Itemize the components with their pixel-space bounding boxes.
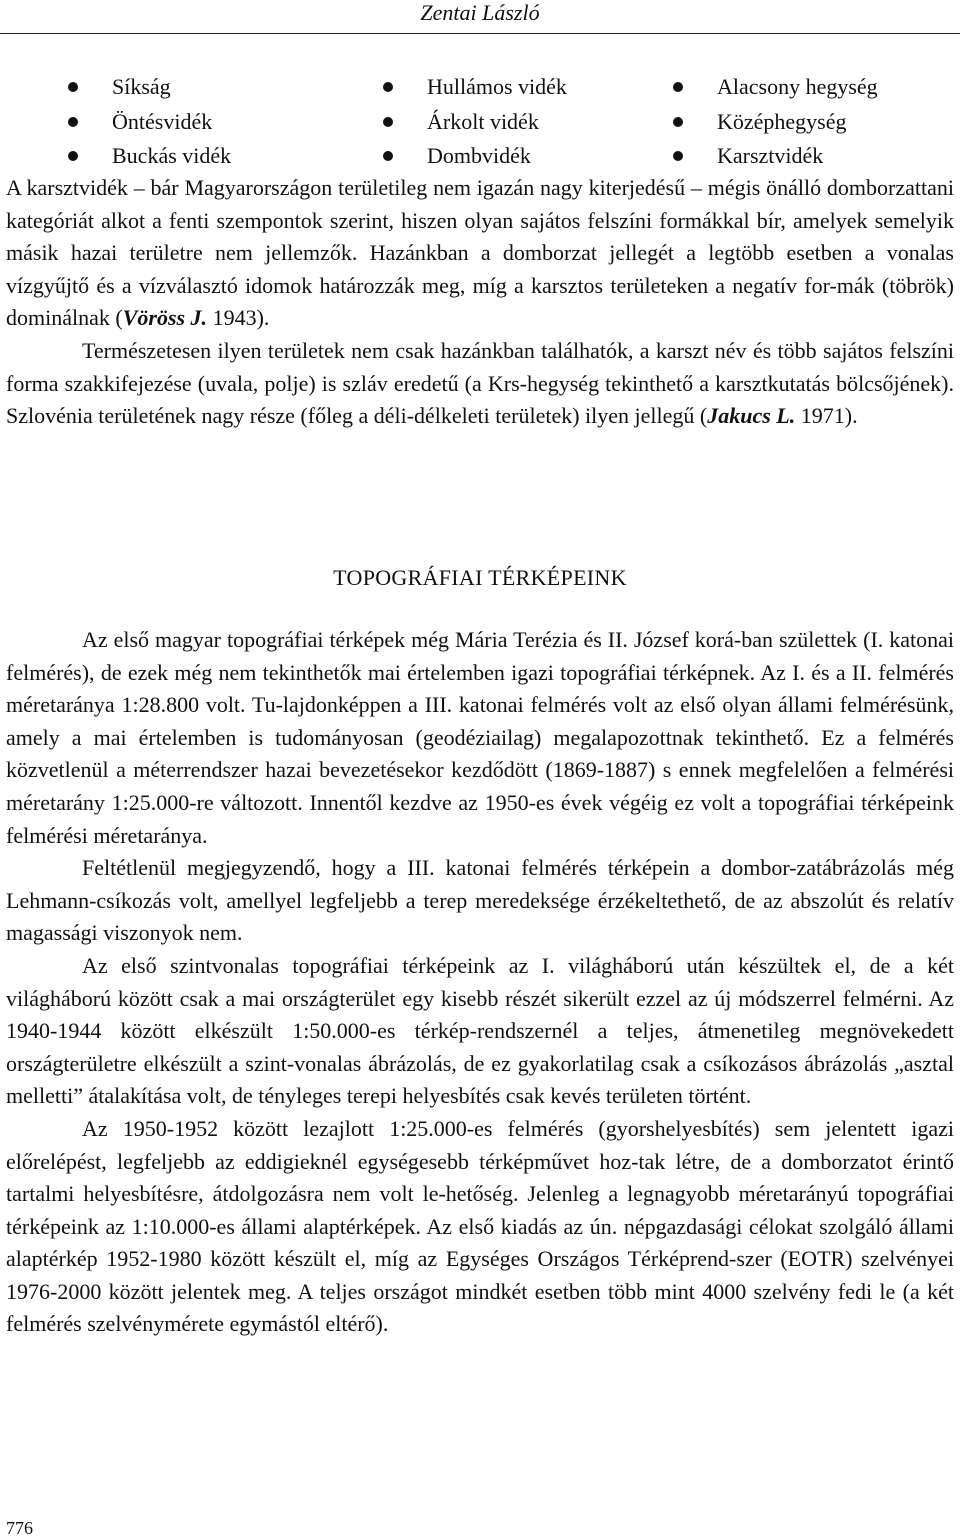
list-item [68, 105, 383, 140]
paragraph-text: Természetesen ilyen területek nem csak hazánkban találhatók, a karszt név és több sajátos felszíni forma szakkifejezése (uvala, polje) is szláv eredetű (a Krs-hegység tekinthető a karsztkutatás bölcsőjének). Szlovénia területének nagy része (főleg a déli-délkeleti területek) ilyen jellegű ( [6, 337, 954, 429]
paragraph: Az első magyar topográfiai térképek még Mária Terézia és II. József korá-ban születtek (I. katonai felmérés), de ezek még nem tekinthetők mai értelemben igazi topográfiai térképnek. Az I. és a II. felmérés méretaránya 1:28.800 volt. Tu-lajdonképpen a III. katonai felmérés volt az első olyan állami felmérésünk, amely a mai értelemben is tudományosan (geodéziailag) megalapozottnak tekinthető. Ez a felmérés közvetlenül a méterrendszer hazai bevezetésekor kezdődött (1869-1887) s ennek megfelelően a felmérési méretarány 1:25.000-re változott. Innentől kezdve az 1950-es évek végéig ez volt a topográfiai térképeink felmérési méretaránya. [6, 627, 954, 848]
list-item [383, 105, 673, 140]
bullet-icon [383, 151, 393, 161]
list-item [673, 139, 948, 174]
list-item [673, 70, 948, 105]
paragraph: Az 1950-1952 között lezajlott 1:25.000-es felmérés (gyorshelyesbítés) sem jelentett igazi előrelépést, legfeljebb az eddigieknél egységesebb térképművet hoz-tak létre, de a domborzatot érintő tartalmi helyesbítésre, átdolgozásra nem volt le-hetőség. Jelenleg a legnagyobb méretarányú topográfiai térképeink az 1:10.000-es állami alaptérképek. Az első kiadás az ún. népgazdasági célokat szolgáló állami alaptérkép 1952-1980 között készült el, míg az Egységes Országos Térképrend-szer (EOTR) szelvényei 1976-2000 között jelentek meg. A teljes országot mindkét esetben több mint 4000 szelvény fedi le (a két felmérés szelvénymérete egymástól eltérő). [6, 1115, 954, 1337]
list-item-label: Karsztvidék [717, 143, 824, 168]
list-item-label: Dombvidék [427, 143, 531, 168]
section-heading: TOPOGRÁFIAI TÉRKÉPEINK [333, 565, 627, 590]
list-item [383, 139, 673, 174]
list-item-label: Árkolt vidék [427, 108, 539, 134]
bullet-icon [68, 82, 78, 92]
bullet-icon [383, 82, 393, 92]
intro-text [6, 172, 954, 433]
landform-bullet-list [68, 70, 948, 174]
list-item [383, 70, 673, 105]
paragraph [6, 172, 954, 335]
paragraph: Az első szintvonalas topográfiai térképeink az I. világháború után készültek el, de a két világháború között csak a mai országterület egy kisebb részét sikerült ezzel az új módszerrel felmérni. Az 1940-1944 között elkészült 1:50.000-es térkép-rendszernél a teljes, átmenetileg megnövekedett országterületre elkészült a szint-vonalas ábrázolás, de ez gyakorlatilag csak a csíkozásos ábrázolás „asztal melletti” átalakítása volt, de tényleges terepi helyesbítés csak kevés területen történt. [6, 952, 954, 1109]
running-header: Zentai László [420, 0, 540, 25]
list-item-label: Alacsony hegység [717, 74, 878, 99]
list-item-label: Hullámos vidék [427, 74, 567, 99]
citation-author: Jakucs L. [707, 403, 796, 429]
list-item-label: Középhegység [717, 108, 847, 134]
bullet-icon [673, 82, 683, 92]
bullet-icon [673, 151, 683, 161]
citation-author: Vöröss J. [122, 305, 208, 331]
paragraph-text: 1943). [207, 305, 270, 331]
list-item [68, 70, 383, 105]
paragraph: Feltétlenül megjegyzendő, hogy a III. katonai felmérés térképein a dombor-zatábrázolás még Lehmann-csíkozás volt, amellyel legfeljebb a terep meredeksége érzékeltethető, de az abszolút és relatív magassági viszonyok nem. [6, 855, 954, 946]
bullet-icon [673, 117, 683, 127]
paragraph [6, 335, 954, 433]
bullet-icon [383, 117, 393, 127]
list-item [68, 139, 383, 174]
section-body [6, 624, 954, 1341]
list-item-label: Buckás vidék [112, 143, 232, 168]
list-item-label: Síkság [112, 74, 171, 99]
list-item-label: Öntésvidék [112, 108, 213, 134]
bullet-icon [68, 151, 78, 161]
page-number: 776 [6, 1518, 33, 1538]
paragraph-text: A karsztvidék – bár Magyarországon területileg nem igazán nagy kiterjedésű – mégis önálló domborzattani kategóriát alkot a fenti szempontok szerint, hiszen olyan sajátos felszíni formákkal bír, amelyek semelyik másik hazai területre nem jellemzők. Hazánkban a domborzat jellegét a legtöbb esetben a vonalas vízgyűjtő és a vízválasztó idomok határozzák meg, míg a karsztos területeken a negatív for-mák (töbrök) dominálnak ( [6, 175, 954, 331]
list-item [673, 105, 948, 140]
bullet-icon [68, 117, 78, 127]
paragraph-text: 1971). [795, 403, 858, 429]
header-rule [0, 33, 960, 34]
